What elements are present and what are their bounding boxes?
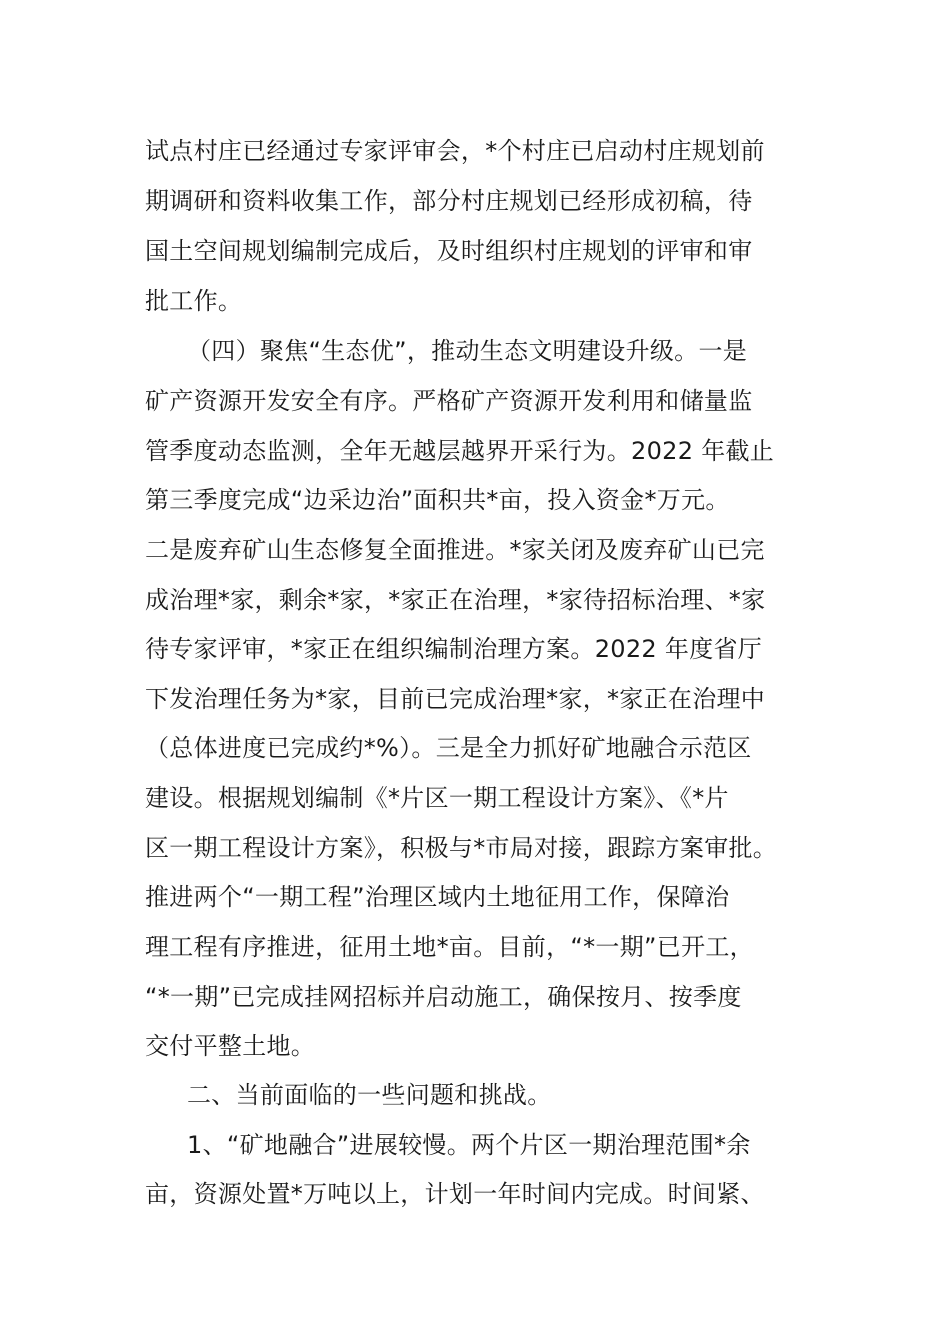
text-line: 1、“矿地融合”进展较慢。两个片区一期治理范围*余 (187, 1131, 751, 1159)
text-line: 矿产资源开发安全有序。严格矿产资源开发利用和储量监 (145, 387, 753, 415)
text-line: 交付平整土地。 (145, 1032, 316, 1060)
text-line: “*一期”已完成挂网招标并启动施工，确保按月、按季度 (145, 983, 742, 1011)
text-line: 下发治理任务为*家，目前已完成治理*家，*家正在治理中 (145, 685, 766, 713)
text-line: 理工程有序推进，征用土地*亩。目前，“*一期”已开工， (145, 933, 754, 961)
text-line: 第三季度完成“边采边治”面积共*亩，投入资金*万元。 (145, 486, 730, 514)
text-line: 建设。根据规划编制《*片区一期工程设计方案》、《*片 (145, 784, 729, 812)
text-line: 成治理*家，剩余*家，*家正在治理，*家待招标治理、*家 (145, 586, 766, 614)
text-line: 批工作。 (145, 287, 243, 315)
section-heading-line: 二、当前面临的一些问题和挑战。 (187, 1081, 552, 1109)
text-line: 待专家评审，*家正在组织编制治理方案。2022 年度省厅 (145, 635, 763, 663)
text-line: 区一期工程设计方案》，积极与*市局对接，跟踪方案审批。 (145, 834, 778, 862)
text-line: 试点村庄已经通过专家评审会，*个村庄已启动村庄规划前 (145, 137, 765, 165)
text-line: （总体进度已完成约*%）。三是全力抓好矿地融合示范区 (145, 734, 752, 762)
text-line: 期调研和资料收集工作，部分村庄规划已经形成初稿，待 (145, 187, 753, 215)
text-line: 国土空间规划编制完成后，及时组织村庄规划的评审和审 (145, 237, 753, 265)
text-line: 推进两个“一期工程”治理区域内土地征用工作，保障治 (145, 883, 730, 911)
section-heading-line: （四）聚焦“生态优”，推动生态文明建设升级。一是 (187, 337, 748, 365)
text-line: 管季度动态监测，全年无越层越界开采行为。2022 年截止 (145, 437, 775, 465)
text-line: 亩，资源处置*万吨以上，计划一年时间内完成。时间紧、 (145, 1180, 765, 1208)
text-line: 二是废弃矿山生态修复全面推进。*家关闭及废弃矿山已完 (145, 536, 765, 564)
